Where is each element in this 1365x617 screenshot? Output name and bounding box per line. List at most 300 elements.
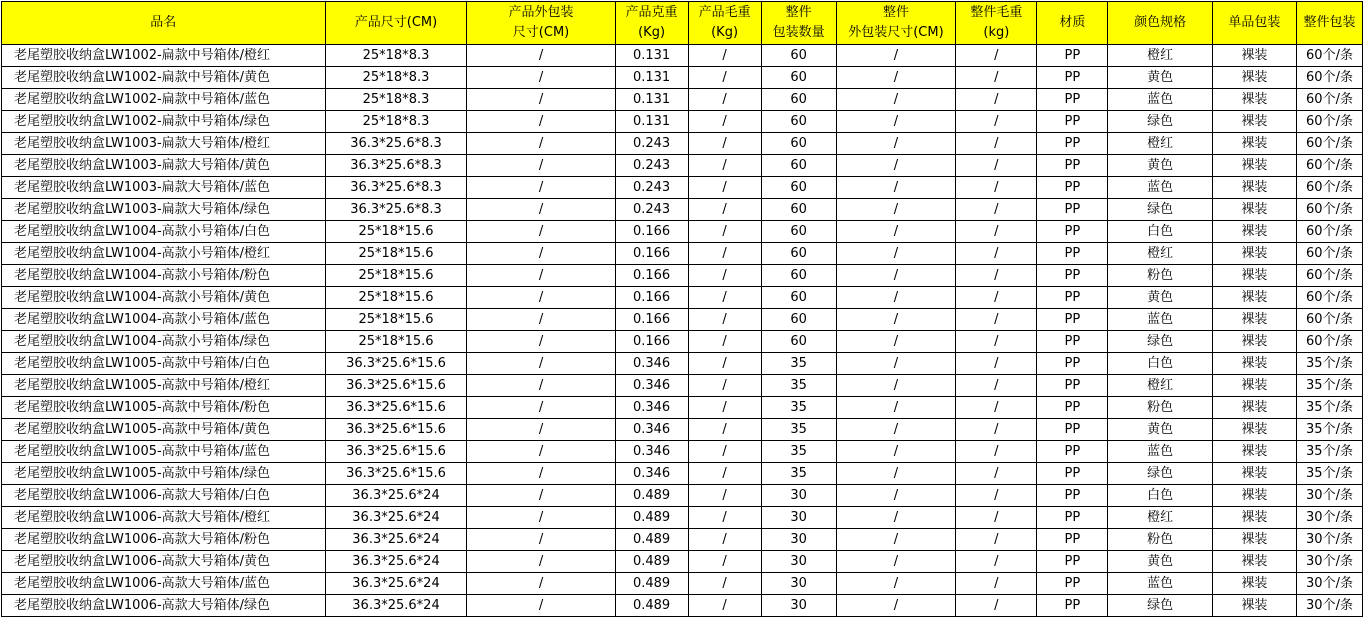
table-cell[interactable]: 60个/条: [1297, 133, 1363, 155]
table-cell[interactable]: /: [836, 309, 956, 331]
table-cell[interactable]: /: [836, 397, 956, 419]
table-cell[interactable]: PP: [1037, 551, 1108, 573]
table-cell[interactable]: 60: [761, 111, 836, 133]
table-cell[interactable]: /: [467, 67, 615, 89]
table-cell[interactable]: /: [467, 331, 615, 353]
table-cell[interactable]: 60: [761, 155, 836, 177]
table-cell[interactable]: 60个/条: [1297, 287, 1363, 309]
table-cell[interactable]: 60: [761, 309, 836, 331]
table-cell[interactable]: 裸装: [1212, 67, 1296, 89]
table-cell[interactable]: 裸装: [1212, 331, 1296, 353]
table-cell[interactable]: /: [836, 551, 956, 573]
table-cell[interactable]: 0.346: [615, 375, 688, 397]
table-cell[interactable]: /: [467, 265, 615, 287]
table-cell[interactable]: 0.346: [615, 463, 688, 485]
table-cell[interactable]: 36.3*25.6*24: [325, 573, 467, 595]
table-cell[interactable]: 裸装: [1212, 485, 1296, 507]
table-cell[interactable]: 60: [761, 89, 836, 111]
table-cell[interactable]: PP: [1037, 529, 1108, 551]
table-cell[interactable]: 0.166: [615, 221, 688, 243]
table-cell[interactable]: /: [836, 133, 956, 155]
table-cell[interactable]: /: [688, 353, 761, 375]
table-cell[interactable]: 30: [761, 507, 836, 529]
table-cell[interactable]: 裸装: [1212, 177, 1296, 199]
table-cell[interactable]: PP: [1037, 397, 1108, 419]
table-cell[interactable]: 绿色: [1108, 331, 1212, 353]
table-cell[interactable]: /: [836, 221, 956, 243]
table-cell[interactable]: 裸装: [1212, 133, 1296, 155]
table-cell[interactable]: /: [688, 331, 761, 353]
table-cell[interactable]: 绿色: [1108, 111, 1212, 133]
table-cell[interactable]: /: [467, 353, 615, 375]
table-cell[interactable]: 25*18*15.6: [325, 309, 467, 331]
column-header[interactable]: [956, 2, 1037, 45]
table-cell[interactable]: 橙红: [1108, 45, 1212, 67]
table-cell[interactable]: 0.489: [615, 485, 688, 507]
table-cell[interactable]: /: [688, 595, 761, 617]
table-cell[interactable]: 36.3*25.6*24: [325, 551, 467, 573]
table-cell[interactable]: /: [467, 463, 615, 485]
table-cell[interactable]: 0.166: [615, 287, 688, 309]
table-cell[interactable]: /: [956, 287, 1037, 309]
product-name-cell[interactable]: 老尾塑胶收纳盒LW1004-高款小号箱体/粉色: [2, 265, 326, 287]
table-cell[interactable]: 0.166: [615, 265, 688, 287]
table-cell[interactable]: 60个/条: [1297, 155, 1363, 177]
table-cell[interactable]: /: [467, 309, 615, 331]
table-cell[interactable]: /: [956, 199, 1037, 221]
table-cell[interactable]: 30: [761, 485, 836, 507]
table-cell[interactable]: 35个/条: [1297, 353, 1363, 375]
table-cell[interactable]: 绿色: [1108, 199, 1212, 221]
table-cell[interactable]: /: [688, 463, 761, 485]
table-cell[interactable]: /: [836, 353, 956, 375]
table-cell[interactable]: 35: [761, 463, 836, 485]
table-cell[interactable]: /: [467, 529, 615, 551]
table-cell[interactable]: /: [956, 111, 1037, 133]
table-cell[interactable]: 裸装: [1212, 199, 1296, 221]
table-cell[interactable]: PP: [1037, 419, 1108, 441]
table-cell[interactable]: 0.166: [615, 243, 688, 265]
table-cell[interactable]: 25*18*15.6: [325, 265, 467, 287]
table-cell[interactable]: /: [467, 199, 615, 221]
table-cell[interactable]: 35: [761, 375, 836, 397]
table-cell[interactable]: 粉色: [1108, 529, 1212, 551]
table-cell[interactable]: /: [688, 67, 761, 89]
table-cell[interactable]: 0.131: [615, 111, 688, 133]
table-cell[interactable]: /: [688, 133, 761, 155]
product-name-cell[interactable]: 老尾塑胶收纳盒LW1006-高款大号箱体/橙红: [2, 507, 326, 529]
table-cell[interactable]: 裸装: [1212, 353, 1296, 375]
table-cell[interactable]: 0.131: [615, 45, 688, 67]
table-cell[interactable]: PP: [1037, 221, 1108, 243]
table-cell[interactable]: /: [467, 45, 615, 67]
product-name-cell[interactable]: 老尾塑胶收纳盒LW1003-扁款大号箱体/绿色: [2, 199, 326, 221]
table-cell[interactable]: /: [688, 309, 761, 331]
table-cell[interactable]: 60个/条: [1297, 199, 1363, 221]
table-cell[interactable]: 绿色: [1108, 463, 1212, 485]
table-cell[interactable]: PP: [1037, 243, 1108, 265]
table-cell[interactable]: PP: [1037, 45, 1108, 67]
table-cell[interactable]: PP: [1037, 133, 1108, 155]
table-cell[interactable]: /: [956, 265, 1037, 287]
table-cell[interactable]: /: [688, 265, 761, 287]
table-cell[interactable]: PP: [1037, 507, 1108, 529]
table-cell[interactable]: 30个/条: [1297, 551, 1363, 573]
table-cell[interactable]: /: [688, 551, 761, 573]
table-cell[interactable]: /: [836, 67, 956, 89]
table-cell[interactable]: /: [956, 463, 1037, 485]
table-cell[interactable]: 36.3*25.6*24: [325, 507, 467, 529]
table-cell[interactable]: 60个/条: [1297, 265, 1363, 287]
table-cell[interactable]: 裸装: [1212, 441, 1296, 463]
table-cell[interactable]: 36.3*25.6*15.6: [325, 419, 467, 441]
table-cell[interactable]: /: [688, 155, 761, 177]
table-cell[interactable]: PP: [1037, 441, 1108, 463]
table-cell[interactable]: PP: [1037, 595, 1108, 617]
table-cell[interactable]: 橙红: [1108, 507, 1212, 529]
table-cell[interactable]: 橙红: [1108, 243, 1212, 265]
table-cell[interactable]: /: [956, 551, 1037, 573]
table-cell[interactable]: 裸装: [1212, 45, 1296, 67]
table-cell[interactable]: /: [467, 507, 615, 529]
table-cell[interactable]: 35个/条: [1297, 463, 1363, 485]
table-cell[interactable]: /: [688, 507, 761, 529]
table-cell[interactable]: PP: [1037, 375, 1108, 397]
table-cell[interactable]: /: [688, 199, 761, 221]
table-cell[interactable]: 25*18*15.6: [325, 331, 467, 353]
table-cell[interactable]: /: [467, 375, 615, 397]
table-cell[interactable]: 裸装: [1212, 397, 1296, 419]
table-cell[interactable]: /: [956, 353, 1037, 375]
table-cell[interactable]: 裸装: [1212, 265, 1296, 287]
product-name-cell[interactable]: 老尾塑胶收纳盒LW1002-扁款中号箱体/橙红: [2, 45, 326, 67]
table-cell[interactable]: 黄色: [1108, 67, 1212, 89]
table-cell[interactable]: 25*18*8.3: [325, 111, 467, 133]
table-cell[interactable]: /: [956, 67, 1037, 89]
column-header[interactable]: [467, 2, 615, 45]
table-cell[interactable]: /: [956, 133, 1037, 155]
table-cell[interactable]: 0.131: [615, 89, 688, 111]
table-cell[interactable]: /: [836, 419, 956, 441]
table-cell[interactable]: 0.243: [615, 177, 688, 199]
table-cell[interactable]: /: [956, 243, 1037, 265]
product-name-cell[interactable]: 老尾塑胶收纳盒LW1003-扁款大号箱体/蓝色: [2, 177, 326, 199]
table-cell[interactable]: PP: [1037, 287, 1108, 309]
column-header[interactable]: [1037, 2, 1108, 45]
table-cell[interactable]: 黄色: [1108, 287, 1212, 309]
table-cell[interactable]: /: [956, 155, 1037, 177]
table-cell[interactable]: 36.3*25.6*8.3: [325, 155, 467, 177]
product-name-cell[interactable]: 老尾塑胶收纳盒LW1004-高款小号箱体/黄色: [2, 287, 326, 309]
table-cell[interactable]: /: [956, 397, 1037, 419]
table-cell[interactable]: 60: [761, 265, 836, 287]
table-cell[interactable]: /: [956, 529, 1037, 551]
table-cell[interactable]: 粉色: [1108, 397, 1212, 419]
table-cell[interactable]: 60个/条: [1297, 177, 1363, 199]
product-name-cell[interactable]: 老尾塑胶收纳盒LW1004-高款小号箱体/橙红: [2, 243, 326, 265]
table-cell[interactable]: 裸装: [1212, 375, 1296, 397]
table-cell[interactable]: 60: [761, 199, 836, 221]
table-cell[interactable]: 25*18*8.3: [325, 67, 467, 89]
table-cell[interactable]: PP: [1037, 573, 1108, 595]
table-cell[interactable]: /: [836, 177, 956, 199]
table-cell[interactable]: PP: [1037, 155, 1108, 177]
column-header[interactable]: [688, 2, 761, 45]
table-cell[interactable]: /: [836, 265, 956, 287]
product-name-cell[interactable]: 老尾塑胶收纳盒LW1006-高款大号箱体/绿色: [2, 595, 326, 617]
table-cell[interactable]: /: [836, 485, 956, 507]
table-cell[interactable]: 0.489: [615, 595, 688, 617]
table-cell[interactable]: /: [956, 573, 1037, 595]
table-cell[interactable]: 30: [761, 529, 836, 551]
table-cell[interactable]: /: [956, 89, 1037, 111]
table-cell[interactable]: 60: [761, 67, 836, 89]
table-cell[interactable]: /: [688, 529, 761, 551]
table-cell[interactable]: /: [688, 375, 761, 397]
product-name-cell[interactable]: 老尾塑胶收纳盒LW1006-高款大号箱体/白色: [2, 485, 326, 507]
table-cell[interactable]: 白色: [1108, 485, 1212, 507]
table-cell[interactable]: 30个/条: [1297, 485, 1363, 507]
table-cell[interactable]: PP: [1037, 67, 1108, 89]
table-cell[interactable]: PP: [1037, 463, 1108, 485]
product-name-cell[interactable]: 老尾塑胶收纳盒LW1004-高款小号箱体/蓝色: [2, 309, 326, 331]
table-cell[interactable]: 36.3*25.6*8.3: [325, 177, 467, 199]
table-cell[interactable]: /: [956, 485, 1037, 507]
table-cell[interactable]: 裸装: [1212, 529, 1296, 551]
table-cell[interactable]: /: [956, 331, 1037, 353]
table-cell[interactable]: /: [836, 155, 956, 177]
table-cell[interactable]: 白色: [1108, 353, 1212, 375]
table-cell[interactable]: 黄色: [1108, 551, 1212, 573]
table-cell[interactable]: /: [688, 573, 761, 595]
table-cell[interactable]: /: [688, 111, 761, 133]
table-cell[interactable]: 60个/条: [1297, 67, 1363, 89]
product-name-cell[interactable]: 老尾塑胶收纳盒LW1005-高款中号箱体/黄色: [2, 419, 326, 441]
product-name-cell[interactable]: 老尾塑胶收纳盒LW1006-高款大号箱体/粉色: [2, 529, 326, 551]
table-cell[interactable]: /: [467, 551, 615, 573]
table-cell[interactable]: 36.3*25.6*15.6: [325, 397, 467, 419]
table-cell[interactable]: 白色: [1108, 221, 1212, 243]
table-cell[interactable]: /: [467, 573, 615, 595]
table-cell[interactable]: /: [467, 441, 615, 463]
table-cell[interactable]: /: [467, 133, 615, 155]
table-cell[interactable]: 裸装: [1212, 595, 1296, 617]
table-cell[interactable]: /: [956, 309, 1037, 331]
table-cell[interactable]: /: [956, 419, 1037, 441]
table-cell[interactable]: 35个/条: [1297, 397, 1363, 419]
column-header[interactable]: [1297, 2, 1363, 45]
product-name-cell[interactable]: 老尾塑胶收纳盒LW1006-高款大号箱体/蓝色: [2, 573, 326, 595]
product-name-cell[interactable]: 老尾塑胶收纳盒LW1005-高款中号箱体/橙红: [2, 375, 326, 397]
table-cell[interactable]: 60: [761, 177, 836, 199]
table-cell[interactable]: 0.166: [615, 309, 688, 331]
table-cell[interactable]: 60: [761, 221, 836, 243]
table-cell[interactable]: 0.166: [615, 331, 688, 353]
table-cell[interactable]: 36.3*25.6*24: [325, 529, 467, 551]
table-cell[interactable]: 0.489: [615, 507, 688, 529]
table-cell[interactable]: 黄色: [1108, 155, 1212, 177]
table-cell[interactable]: 黄色: [1108, 419, 1212, 441]
table-cell[interactable]: /: [688, 243, 761, 265]
table-cell[interactable]: 裸装: [1212, 573, 1296, 595]
table-cell[interactable]: 30: [761, 595, 836, 617]
table-cell[interactable]: 60个/条: [1297, 243, 1363, 265]
table-cell[interactable]: 橙红: [1108, 133, 1212, 155]
table-cell[interactable]: /: [836, 111, 956, 133]
column-header[interactable]: [1212, 2, 1296, 45]
table-cell[interactable]: 30个/条: [1297, 595, 1363, 617]
table-cell[interactable]: /: [836, 331, 956, 353]
column-header[interactable]: [761, 2, 836, 45]
table-cell[interactable]: /: [836, 89, 956, 111]
table-cell[interactable]: 裸装: [1212, 155, 1296, 177]
table-cell[interactable]: 裸装: [1212, 551, 1296, 573]
table-cell[interactable]: 0.346: [615, 353, 688, 375]
table-cell[interactable]: 橙红: [1108, 375, 1212, 397]
table-cell[interactable]: 蓝色: [1108, 177, 1212, 199]
table-cell[interactable]: 60: [761, 243, 836, 265]
table-cell[interactable]: /: [688, 419, 761, 441]
table-cell[interactable]: 0.346: [615, 419, 688, 441]
table-cell[interactable]: 36.3*25.6*15.6: [325, 441, 467, 463]
table-cell[interactable]: 60个/条: [1297, 111, 1363, 133]
table-cell[interactable]: 25*18*8.3: [325, 45, 467, 67]
table-cell[interactable]: /: [688, 485, 761, 507]
table-cell[interactable]: /: [836, 287, 956, 309]
table-cell[interactable]: 35: [761, 353, 836, 375]
product-name-cell[interactable]: 老尾塑胶收纳盒LW1003-扁款大号箱体/黄色: [2, 155, 326, 177]
table-cell[interactable]: 裸装: [1212, 309, 1296, 331]
table-cell[interactable]: PP: [1037, 331, 1108, 353]
table-cell[interactable]: 25*18*15.6: [325, 221, 467, 243]
table-cell[interactable]: 60个/条: [1297, 309, 1363, 331]
table-cell[interactable]: 蓝色: [1108, 441, 1212, 463]
table-cell[interactable]: 30个/条: [1297, 529, 1363, 551]
table-cell[interactable]: /: [688, 397, 761, 419]
table-cell[interactable]: 裸装: [1212, 243, 1296, 265]
table-cell[interactable]: 0.489: [615, 573, 688, 595]
table-cell[interactable]: 裸装: [1212, 89, 1296, 111]
product-name-cell[interactable]: 老尾塑胶收纳盒LW1002-扁款中号箱体/黄色: [2, 67, 326, 89]
table-cell[interactable]: /: [688, 221, 761, 243]
table-cell[interactable]: 30: [761, 551, 836, 573]
table-cell[interactable]: 0.489: [615, 529, 688, 551]
product-name-cell[interactable]: 老尾塑胶收纳盒LW1005-高款中号箱体/蓝色: [2, 441, 326, 463]
table-cell[interactable]: 裸装: [1212, 287, 1296, 309]
table-cell[interactable]: /: [688, 45, 761, 67]
table-cell[interactable]: /: [467, 89, 615, 111]
table-cell[interactable]: 25*18*15.6: [325, 287, 467, 309]
product-name-cell[interactable]: 老尾塑胶收纳盒LW1002-扁款中号箱体/绿色: [2, 111, 326, 133]
table-cell[interactable]: 0.489: [615, 551, 688, 573]
table-cell[interactable]: 粉色: [1108, 265, 1212, 287]
table-cell[interactable]: 0.243: [615, 133, 688, 155]
table-cell[interactable]: 36.3*25.6*24: [325, 485, 467, 507]
table-cell[interactable]: 25*18*8.3: [325, 89, 467, 111]
table-cell[interactable]: PP: [1037, 265, 1108, 287]
table-cell[interactable]: /: [467, 243, 615, 265]
table-cell[interactable]: 60个/条: [1297, 45, 1363, 67]
table-cell[interactable]: /: [467, 111, 615, 133]
table-cell[interactable]: 蓝色: [1108, 89, 1212, 111]
product-name-cell[interactable]: 老尾塑胶收纳盒LW1004-高款小号箱体/绿色: [2, 331, 326, 353]
table-cell[interactable]: /: [836, 375, 956, 397]
table-cell[interactable]: 25*18*15.6: [325, 243, 467, 265]
table-cell[interactable]: /: [956, 507, 1037, 529]
product-name-cell[interactable]: 老尾塑胶收纳盒LW1006-高款大号箱体/黄色: [2, 551, 326, 573]
table-cell[interactable]: 35: [761, 419, 836, 441]
table-cell[interactable]: PP: [1037, 353, 1108, 375]
table-cell[interactable]: /: [467, 155, 615, 177]
table-cell[interactable]: 36.3*25.6*8.3: [325, 199, 467, 221]
table-cell[interactable]: /: [956, 595, 1037, 617]
product-name-cell[interactable]: 老尾塑胶收纳盒LW1005-高款中号箱体/绿色: [2, 463, 326, 485]
table-cell[interactable]: 35: [761, 397, 836, 419]
table-cell[interactable]: PP: [1037, 199, 1108, 221]
table-cell[interactable]: 60个/条: [1297, 221, 1363, 243]
table-cell[interactable]: /: [467, 419, 615, 441]
product-name-cell[interactable]: 老尾塑胶收纳盒LW1005-高款中号箱体/白色: [2, 353, 326, 375]
product-name-cell[interactable]: 老尾塑胶收纳盒LW1004-高款小号箱体/白色: [2, 221, 326, 243]
table-cell[interactable]: 36.3*25.6*8.3: [325, 133, 467, 155]
table-cell[interactable]: 36.3*25.6*15.6: [325, 463, 467, 485]
table-cell[interactable]: 30个/条: [1297, 573, 1363, 595]
table-cell[interactable]: PP: [1037, 309, 1108, 331]
table-cell[interactable]: /: [836, 243, 956, 265]
table-cell[interactable]: /: [467, 177, 615, 199]
table-cell[interactable]: 60: [761, 287, 836, 309]
table-cell[interactable]: /: [836, 463, 956, 485]
table-cell[interactable]: 30: [761, 573, 836, 595]
table-cell[interactable]: 60: [761, 331, 836, 353]
product-name-cell[interactable]: 老尾塑胶收纳盒LW1003-扁款大号箱体/橙红: [2, 133, 326, 155]
table-cell[interactable]: /: [836, 573, 956, 595]
table-cell[interactable]: /: [836, 199, 956, 221]
table-cell[interactable]: PP: [1037, 485, 1108, 507]
table-cell[interactable]: 绿色: [1108, 595, 1212, 617]
table-cell[interactable]: 0.346: [615, 397, 688, 419]
table-cell[interactable]: /: [956, 221, 1037, 243]
table-cell[interactable]: 36.3*25.6*15.6: [325, 375, 467, 397]
table-cell[interactable]: 裸装: [1212, 221, 1296, 243]
table-cell[interactable]: 裸装: [1212, 419, 1296, 441]
table-cell[interactable]: 裸装: [1212, 111, 1296, 133]
table-cell[interactable]: /: [956, 375, 1037, 397]
table-cell[interactable]: 35个/条: [1297, 441, 1363, 463]
table-cell[interactable]: 35: [761, 441, 836, 463]
column-header[interactable]: [836, 2, 956, 45]
product-name-cell[interactable]: 老尾塑胶收纳盒LW1005-高款中号箱体/粉色: [2, 397, 326, 419]
column-header[interactable]: [325, 2, 467, 45]
table-cell[interactable]: /: [467, 397, 615, 419]
table-cell[interactable]: /: [688, 441, 761, 463]
table-cell[interactable]: /: [467, 287, 615, 309]
table-cell[interactable]: /: [956, 177, 1037, 199]
table-cell[interactable]: /: [467, 595, 615, 617]
table-cell[interactable]: /: [836, 507, 956, 529]
table-cell[interactable]: 裸装: [1212, 463, 1296, 485]
table-cell[interactable]: 60个/条: [1297, 331, 1363, 353]
table-cell[interactable]: 裸装: [1212, 507, 1296, 529]
table-cell[interactable]: 60: [761, 133, 836, 155]
table-cell[interactable]: /: [956, 441, 1037, 463]
table-cell[interactable]: 0.346: [615, 441, 688, 463]
table-cell[interactable]: /: [688, 89, 761, 111]
table-cell[interactable]: 35个/条: [1297, 375, 1363, 397]
table-cell[interactable]: 0.243: [615, 155, 688, 177]
table-cell[interactable]: 0.131: [615, 67, 688, 89]
table-cell[interactable]: 0.243: [615, 199, 688, 221]
